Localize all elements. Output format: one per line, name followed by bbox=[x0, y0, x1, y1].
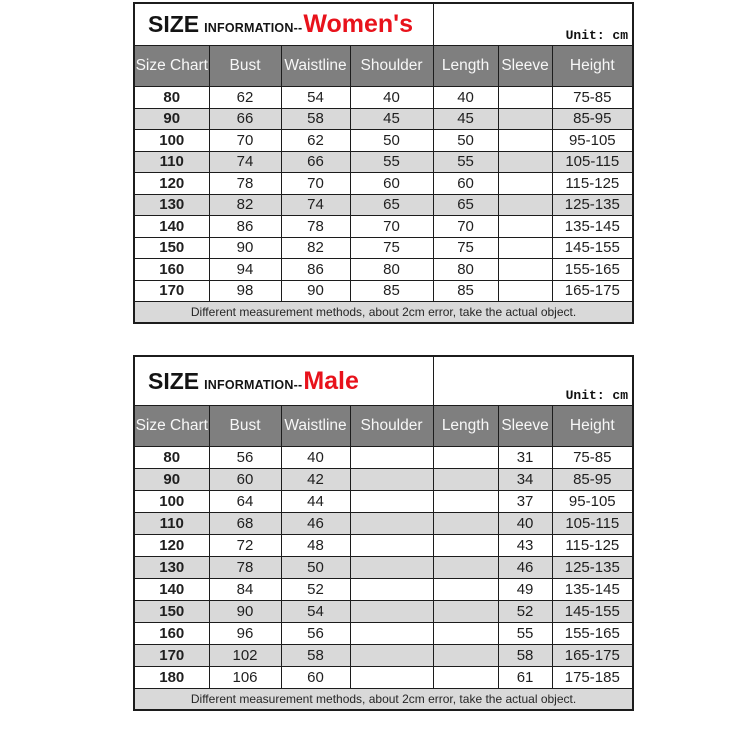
cell-shoulder: 80 bbox=[350, 259, 433, 281]
cell-shoulder: 60 bbox=[350, 173, 433, 195]
cell-sleeve: 46 bbox=[498, 557, 552, 579]
cell-length bbox=[433, 579, 498, 601]
size-value: 160 bbox=[134, 259, 209, 281]
cell-waistline: 78 bbox=[281, 216, 350, 238]
cell-shoulder bbox=[350, 469, 433, 491]
title-information-text: INFORMATION-- bbox=[204, 377, 303, 392]
column-header-length: Length bbox=[433, 406, 498, 447]
cell-height: 135-145 bbox=[552, 216, 633, 238]
cell-length bbox=[433, 667, 498, 689]
size-value: 110 bbox=[134, 513, 209, 535]
cell-height: 125-135 bbox=[552, 557, 633, 579]
size-value: 160 bbox=[134, 623, 209, 645]
cell-bust: 70 bbox=[209, 130, 281, 152]
womens-table-body bbox=[134, 87, 633, 302]
cell-waistline: 54 bbox=[281, 601, 350, 623]
cell-height: 105-115 bbox=[552, 513, 633, 535]
table-row bbox=[134, 151, 633, 173]
cell-height: 165-175 bbox=[552, 645, 633, 667]
title-group-male: Male bbox=[303, 366, 359, 395]
cell-waistline: 66 bbox=[281, 151, 350, 173]
cell-shoulder bbox=[350, 645, 433, 667]
table-row bbox=[134, 667, 633, 689]
cell-waistline: 58 bbox=[281, 645, 350, 667]
cell-sleeve: 52 bbox=[498, 601, 552, 623]
cell-height: 165-175 bbox=[552, 280, 633, 302]
table-row bbox=[134, 469, 633, 491]
cell-sleeve: 43 bbox=[498, 535, 552, 557]
womens-size-table bbox=[133, 2, 634, 324]
size-value: 150 bbox=[134, 601, 209, 623]
size-value: 90 bbox=[134, 108, 209, 130]
cell-shoulder: 50 bbox=[350, 130, 433, 152]
cell-shoulder bbox=[350, 667, 433, 689]
cell-height: 175-185 bbox=[552, 667, 633, 689]
cell-bust: 60 bbox=[209, 469, 281, 491]
womens-size-table-section bbox=[133, 2, 632, 324]
column-header-sleeve: Sleeve bbox=[498, 46, 552, 87]
cell-shoulder bbox=[350, 601, 433, 623]
cell-length bbox=[433, 469, 498, 491]
cell-height: 145-155 bbox=[552, 237, 633, 259]
size-value: 140 bbox=[134, 216, 209, 238]
cell-bust: 106 bbox=[209, 667, 281, 689]
cell-waistline: 40 bbox=[281, 447, 350, 469]
table-row bbox=[134, 513, 633, 535]
column-header-shoulder: Shoulder bbox=[350, 406, 433, 447]
table-row bbox=[134, 557, 633, 579]
cell-waistline: 60 bbox=[281, 667, 350, 689]
cell-length: 65 bbox=[433, 194, 498, 216]
cell-length: 40 bbox=[433, 87, 498, 109]
title-size-text: SIZE bbox=[148, 367, 200, 394]
cell-length bbox=[433, 557, 498, 579]
cell-waistline: 44 bbox=[281, 491, 350, 513]
cell-height: 155-165 bbox=[552, 259, 633, 281]
size-value: 130 bbox=[134, 194, 209, 216]
cell-shoulder bbox=[350, 513, 433, 535]
male-size-table-section bbox=[133, 355, 632, 711]
cell-waistline: 74 bbox=[281, 194, 350, 216]
size-value: 100 bbox=[134, 491, 209, 513]
cell-waistline: 52 bbox=[281, 579, 350, 601]
cell-sleeve: 37 bbox=[498, 491, 552, 513]
cell-shoulder bbox=[350, 535, 433, 557]
size-value: 100 bbox=[134, 130, 209, 152]
cell-sleeve bbox=[498, 259, 552, 281]
cell-sleeve: 58 bbox=[498, 645, 552, 667]
size-value: 140 bbox=[134, 579, 209, 601]
womens-note-row bbox=[134, 302, 633, 324]
cell-height: 135-145 bbox=[552, 579, 633, 601]
column-header-size-chart: Size Chart bbox=[134, 406, 209, 447]
measurement-note: Different measurement methods, about 2cm error, take the actual object. bbox=[134, 302, 633, 324]
table-row bbox=[134, 87, 633, 109]
column-header-size-chart: Size Chart bbox=[134, 46, 209, 87]
cell-length bbox=[433, 645, 498, 667]
cell-length bbox=[433, 623, 498, 645]
cell-height: 75-85 bbox=[552, 87, 633, 109]
cell-height: 115-125 bbox=[552, 173, 633, 195]
cell-sleeve: 34 bbox=[498, 469, 552, 491]
column-header-waistline: Waistline bbox=[281, 46, 350, 87]
cell-waistline: 62 bbox=[281, 130, 350, 152]
cell-bust: 98 bbox=[209, 280, 281, 302]
size-value: 170 bbox=[134, 280, 209, 302]
cell-sleeve bbox=[498, 87, 552, 109]
male-note-row bbox=[134, 689, 633, 711]
cell-length: 80 bbox=[433, 259, 498, 281]
cell-bust: 68 bbox=[209, 513, 281, 535]
cell-waistline: 82 bbox=[281, 237, 350, 259]
cell-shoulder bbox=[350, 491, 433, 513]
cell-sleeve: 40 bbox=[498, 513, 552, 535]
cell-shoulder: 45 bbox=[350, 108, 433, 130]
measurement-note: Different measurement methods, about 2cm error, take the actual object. bbox=[134, 689, 633, 711]
womens-table-title bbox=[134, 3, 433, 46]
cell-height: 75-85 bbox=[552, 447, 633, 469]
cell-sleeve: 31 bbox=[498, 447, 552, 469]
cell-shoulder bbox=[350, 623, 433, 645]
cell-length: 55 bbox=[433, 151, 498, 173]
cell-sleeve: 49 bbox=[498, 579, 552, 601]
cell-bust: 90 bbox=[209, 601, 281, 623]
table-row bbox=[134, 130, 633, 152]
cell-height: 145-155 bbox=[552, 601, 633, 623]
column-header-length: Length bbox=[433, 46, 498, 87]
cell-length: 85 bbox=[433, 280, 498, 302]
cell-height: 105-115 bbox=[552, 151, 633, 173]
table-row bbox=[134, 447, 633, 469]
cell-bust: 82 bbox=[209, 194, 281, 216]
cell-sleeve: 61 bbox=[498, 667, 552, 689]
male-table-title bbox=[134, 356, 433, 406]
table-row bbox=[134, 280, 633, 302]
table-row bbox=[134, 259, 633, 281]
size-value: 90 bbox=[134, 469, 209, 491]
title-group-women: Women's bbox=[303, 10, 413, 38]
cell-height: 95-105 bbox=[552, 130, 633, 152]
cell-shoulder: 70 bbox=[350, 216, 433, 238]
table-row bbox=[134, 491, 633, 513]
column-header-waistline: Waistline bbox=[281, 406, 350, 447]
womens-title-row bbox=[134, 3, 633, 46]
male-size-table bbox=[133, 355, 634, 711]
cell-height: 85-95 bbox=[552, 469, 633, 491]
cell-height: 85-95 bbox=[552, 108, 633, 130]
cell-waistline: 50 bbox=[281, 557, 350, 579]
column-header-bust: Bust bbox=[209, 46, 281, 87]
cell-bust: 78 bbox=[209, 557, 281, 579]
size-value: 80 bbox=[134, 447, 209, 469]
cell-bust: 102 bbox=[209, 645, 281, 667]
cell-length: 60 bbox=[433, 173, 498, 195]
cell-length: 70 bbox=[433, 216, 498, 238]
cell-waistline: 48 bbox=[281, 535, 350, 557]
size-value: 150 bbox=[134, 237, 209, 259]
size-value: 170 bbox=[134, 645, 209, 667]
title-size-text: SIZE bbox=[148, 11, 200, 37]
table-row bbox=[134, 194, 633, 216]
cell-shoulder bbox=[350, 447, 433, 469]
cell-shoulder: 40 bbox=[350, 87, 433, 109]
unit-label: Unit: cm bbox=[433, 356, 633, 406]
size-value: 120 bbox=[134, 535, 209, 557]
cell-bust: 62 bbox=[209, 87, 281, 109]
table-row bbox=[134, 108, 633, 130]
column-header-height: Height bbox=[552, 406, 633, 447]
table-row bbox=[134, 579, 633, 601]
cell-waistline: 58 bbox=[281, 108, 350, 130]
cell-length: 50 bbox=[433, 130, 498, 152]
cell-bust: 96 bbox=[209, 623, 281, 645]
table-row bbox=[134, 645, 633, 667]
cell-waistline: 86 bbox=[281, 259, 350, 281]
table-row bbox=[134, 623, 633, 645]
cell-bust: 84 bbox=[209, 579, 281, 601]
cell-bust: 66 bbox=[209, 108, 281, 130]
cell-shoulder: 85 bbox=[350, 280, 433, 302]
cell-length bbox=[433, 535, 498, 557]
size-value: 110 bbox=[134, 151, 209, 173]
cell-sleeve: 55 bbox=[498, 623, 552, 645]
cell-length bbox=[433, 491, 498, 513]
cell-bust: 94 bbox=[209, 259, 281, 281]
cell-bust: 74 bbox=[209, 151, 281, 173]
cell-length bbox=[433, 513, 498, 535]
cell-shoulder bbox=[350, 579, 433, 601]
male-header-row bbox=[134, 406, 633, 447]
cell-height: 125-135 bbox=[552, 194, 633, 216]
cell-length bbox=[433, 447, 498, 469]
cell-shoulder: 75 bbox=[350, 237, 433, 259]
cell-height: 95-105 bbox=[552, 491, 633, 513]
cell-length: 45 bbox=[433, 108, 498, 130]
womens-header-row bbox=[134, 46, 633, 87]
column-header-height: Height bbox=[552, 46, 633, 87]
cell-sleeve bbox=[498, 216, 552, 238]
table-row bbox=[134, 216, 633, 238]
male-table-body bbox=[134, 447, 633, 689]
cell-bust: 78 bbox=[209, 173, 281, 195]
size-value: 80 bbox=[134, 87, 209, 109]
cell-height: 155-165 bbox=[552, 623, 633, 645]
cell-shoulder bbox=[350, 557, 433, 579]
cell-bust: 72 bbox=[209, 535, 281, 557]
cell-sleeve bbox=[498, 194, 552, 216]
table-row bbox=[134, 237, 633, 259]
cell-bust: 90 bbox=[209, 237, 281, 259]
cell-sleeve bbox=[498, 108, 552, 130]
cell-bust: 56 bbox=[209, 447, 281, 469]
size-value: 130 bbox=[134, 557, 209, 579]
cell-sleeve bbox=[498, 151, 552, 173]
cell-length: 75 bbox=[433, 237, 498, 259]
size-value: 180 bbox=[134, 667, 209, 689]
cell-shoulder: 65 bbox=[350, 194, 433, 216]
column-header-bust: Bust bbox=[209, 406, 281, 447]
unit-label: Unit: cm bbox=[433, 3, 633, 46]
cell-shoulder: 55 bbox=[350, 151, 433, 173]
cell-bust: 86 bbox=[209, 216, 281, 238]
male-title-row bbox=[134, 356, 633, 406]
cell-waistline: 54 bbox=[281, 87, 350, 109]
cell-waistline: 46 bbox=[281, 513, 350, 535]
table-row bbox=[134, 173, 633, 195]
table-row bbox=[134, 601, 633, 623]
cell-bust: 64 bbox=[209, 491, 281, 513]
cell-sleeve bbox=[498, 237, 552, 259]
cell-sleeve bbox=[498, 280, 552, 302]
table-row bbox=[134, 535, 633, 557]
cell-waistline: 70 bbox=[281, 173, 350, 195]
cell-waistline: 90 bbox=[281, 280, 350, 302]
cell-height: 115-125 bbox=[552, 535, 633, 557]
cell-sleeve bbox=[498, 173, 552, 195]
column-header-shoulder: Shoulder bbox=[350, 46, 433, 87]
size-value: 120 bbox=[134, 173, 209, 195]
cell-length bbox=[433, 601, 498, 623]
column-header-sleeve: Sleeve bbox=[498, 406, 552, 447]
cell-sleeve bbox=[498, 130, 552, 152]
cell-waistline: 42 bbox=[281, 469, 350, 491]
cell-waistline: 56 bbox=[281, 623, 350, 645]
title-information-text: INFORMATION-- bbox=[204, 21, 303, 35]
